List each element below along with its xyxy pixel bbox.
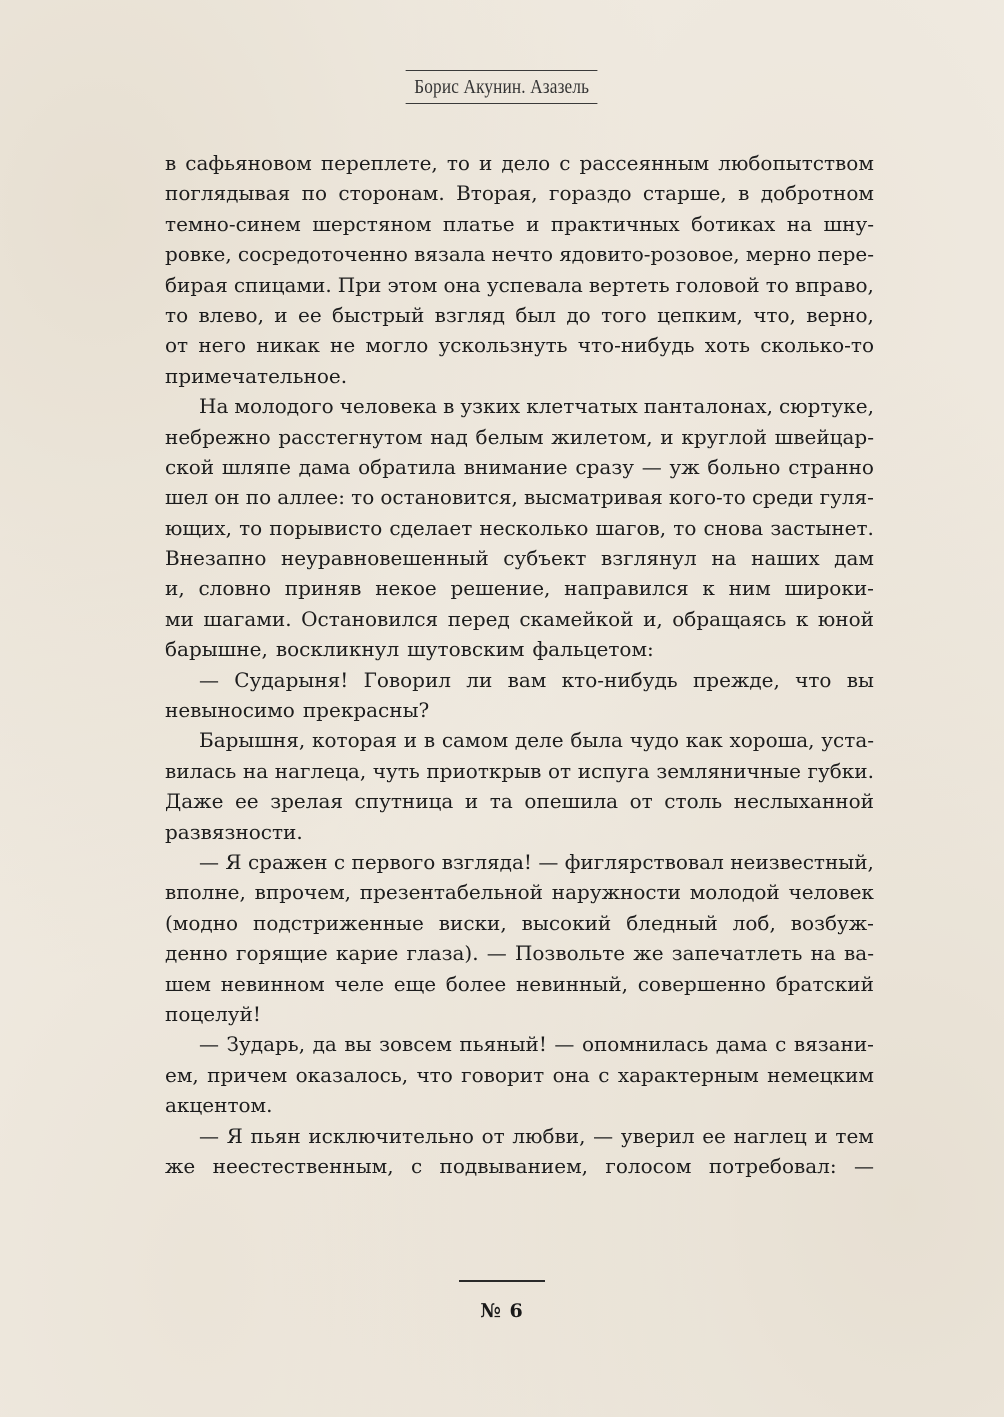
- text-line: — Я пьян исключительно от любви, — уверил ее наглец и тем: [199, 1123, 874, 1148]
- text-line: ем, причем оказалось, что говорит она с характерным немецким: [165, 1062, 874, 1087]
- text-line: шем невинном челе еще более невинный, совершенно братский: [165, 971, 874, 996]
- text-line: темно-синем шерстяном платье и практичных ботиках на шну-: [165, 211, 874, 236]
- text-line: невыносимо прекрасны?: [165, 698, 430, 723]
- text-line: ми шагами. Остановился перед скамейкой и, обращаясь к юной: [165, 606, 874, 631]
- text-line: денно горящие карие глаза). — Позвольте же запечатлеть на ва-: [165, 941, 874, 966]
- text-line: и, словно приняв некое решение, направился к ним широки-: [165, 576, 874, 601]
- text-line: — Я сражен с первого взгляда! — фиглярствовал неизвестный,: [199, 849, 874, 874]
- page-number: № 6: [480, 1300, 524, 1322]
- text-line: — Сударыня! Говорил ли вам кто-нибудь прежде, что вы: [199, 667, 874, 692]
- text-line: поцелуй!: [165, 1001, 261, 1026]
- text-line: вилась на наглеца, чуть приоткрыв от испуга земляничные губки.: [165, 758, 874, 783]
- running-header: [0, 70, 1004, 104]
- text-line: Внезапно неуравновешенный субъект взглянул на наших дам: [165, 546, 874, 571]
- body-text: [165, 148, 874, 1181]
- text-line: ющих, то порывисто сделает несколько шагов, то снова застынет.: [165, 515, 874, 540]
- text-line: акцентом.: [165, 1093, 273, 1118]
- text-line: вполне, впрочем, презентабельной наружности молодой человек: [165, 880, 874, 905]
- text-line: барышне, воскликнул шутовским фальцетом:: [165, 637, 654, 662]
- book-title-header: Борис Акунин. Азазель: [406, 70, 598, 104]
- text-line: поглядывая по сторонам. Вторая, гораздо старше, в добротном: [165, 181, 874, 206]
- text-line: ровке, сосредоточенно вязала нечто ядовито-розовое, мерно пере-: [165, 242, 874, 267]
- footer-rule: [459, 1280, 545, 1282]
- text-line: ской шляпе дама обратила внимание сразу — уж больно странно: [165, 454, 874, 479]
- text-line: от него никак не могло ускользнуть что-нибудь хоть сколько-то: [165, 333, 874, 358]
- text-line: примечательное.: [165, 363, 348, 388]
- page-footer: [0, 1280, 1004, 1322]
- text-line: Даже ее зрелая спутница и та опешила от столь неслыханной: [165, 789, 874, 814]
- text-line: в сафьяновом переплете, то и дело с рассеянным любопытством: [165, 151, 874, 175]
- text-line: (модно подстриженные виски, высокий бледный лоб, возбуж-: [165, 910, 874, 935]
- text-line: — Зударь, да вы зовсем пьяный! — опомнилась дама с вязани-: [199, 1032, 874, 1057]
- text-line: же неестественным, с подвыванием, голосом потребовал: —: [165, 1153, 874, 1178]
- text-line: На молодого человека в узких клетчатых панталонах, сюртуке,: [199, 394, 874, 419]
- text-line: Барышня, которая и в самом деле была чудо как хороша, уста-: [199, 728, 874, 753]
- text-line: то влево, и ее быстрый взгляд был до того цепким, что, верно,: [165, 302, 874, 327]
- text-line: бирая спицами. При этом она успевала вертеть головой то вправо,: [165, 272, 874, 297]
- text-line: развязности.: [165, 819, 303, 844]
- text-line: шел он по аллее: то остановится, высматривая кого-то среди гуля-: [165, 485, 874, 510]
- text-line: небрежно расстегнутом над белым жилетом, и круглой швейцар-: [165, 424, 874, 449]
